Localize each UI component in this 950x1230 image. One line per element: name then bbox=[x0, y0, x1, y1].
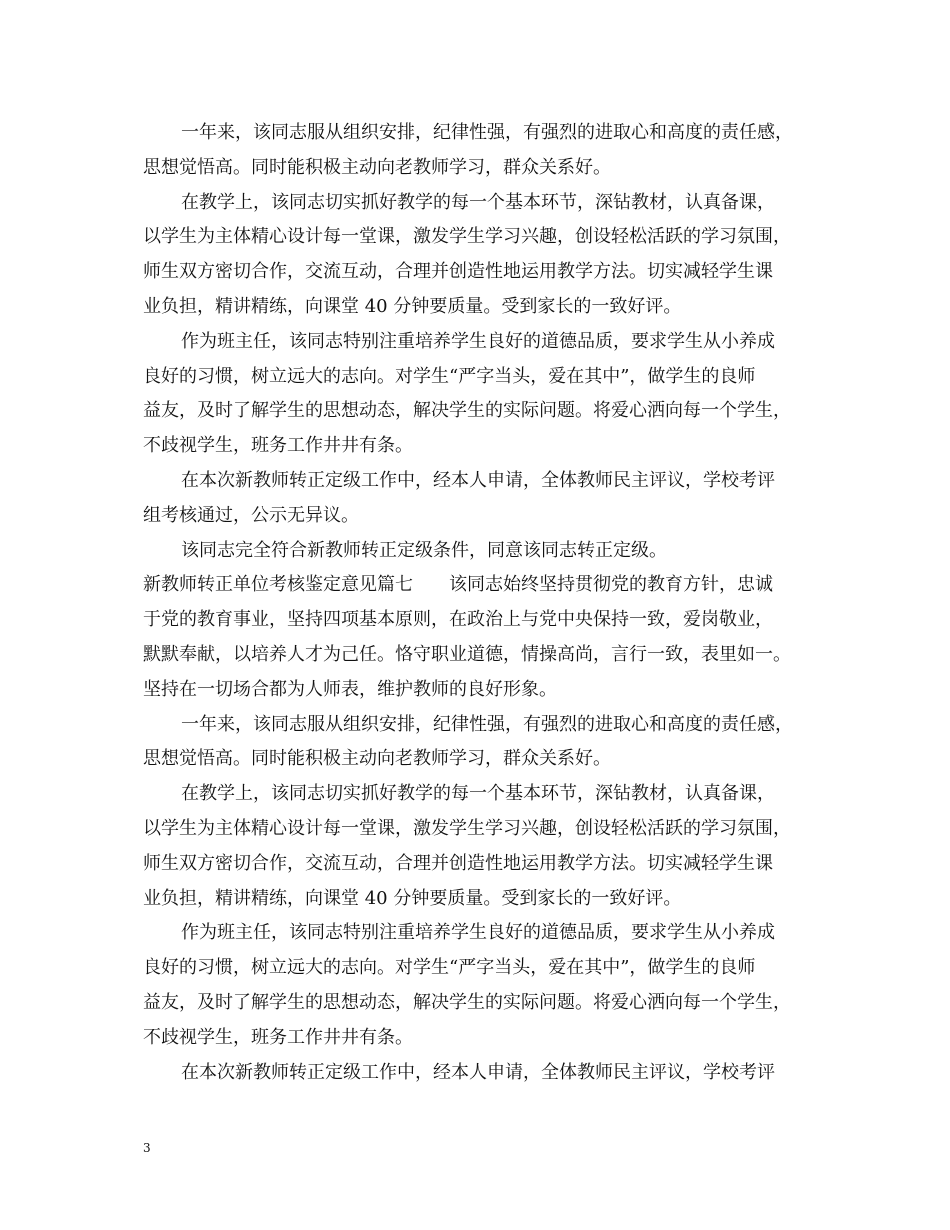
text-line: 益友，及时了解学生的思想动态，解决学生的实际问题。将爱心洒向每一个学生， bbox=[143, 400, 791, 422]
text-line: 作为班主任，该同志特别注重培养学生良好的道德品质，要求学生从小养成 bbox=[181, 330, 775, 352]
text-line: 良好的习惯，树立远大的志向。对学生“严字当头，爱在其中”，做学生的良师 bbox=[143, 957, 756, 979]
text-line: 一年来，该同志服从组织安排，纪律性强，有强烈的进取心和高度的责任感， bbox=[181, 122, 793, 143]
text-line: 以学生为主体精心设计每一堂课，激发学生学习兴趣，创设轻松活跃的学习氛围， bbox=[143, 817, 791, 839]
text-line: 不歧视学生，班务工作井井有条。 bbox=[143, 435, 413, 457]
text-line: 业负担，精讲精练，向课堂 40 分钟要质量。受到家长的一致好评。 bbox=[143, 295, 682, 317]
text-line: 默默奉献，以培养人才为己任。恪守职业道德，情操高尚，言行一致，表里如一。 bbox=[143, 643, 791, 665]
text-line: 思想觉悟高。同时能积极主动向老教师学习，群众关系好。 bbox=[143, 748, 611, 770]
text-line: 在本次新教师转正定级工作中，经本人申请，全体教师民主评议，学校考评 bbox=[181, 1061, 775, 1083]
document-body bbox=[143, 116, 811, 1090]
text-line: 坚持在一切场合都为人师表，维护教师的良好形象。 bbox=[143, 678, 557, 700]
text-line: 在教学上，该同志切实抓好教学的每一个基本环节，深钻教材，认真备课， bbox=[181, 783, 775, 805]
text-line: 该同志完全符合新教师转正定级条件，同意该同志转正定级。 bbox=[181, 539, 667, 561]
text-line: 一年来，该同志服从组织安排，纪律性强，有强烈的进取心和高度的责任感， bbox=[181, 713, 793, 735]
text-line: 益友，及时了解学生的思想动态，解决学生的实际问题。将爱心洒向每一个学生， bbox=[143, 991, 791, 1013]
text-line: 作为班主任，该同志特别注重培养学生良好的道德品质，要求学生从小养成 bbox=[181, 922, 775, 944]
text-line: 不歧视学生，班务工作井井有条。 bbox=[143, 1026, 413, 1048]
text-line: 在本次新教师转正定级工作中，经本人申请，全体教师民主评议，学校考评 bbox=[181, 469, 775, 491]
text-line: 于党的教育事业，坚持四项基本原则，在政治上与党中央保持一致，爱岗敬业， bbox=[143, 609, 773, 631]
text-line: 思想觉悟高。同时能积极主动向老教师学习，群众关系好。 bbox=[143, 156, 611, 178]
text-line: 以学生为主体精心设计每一堂课，激发学生学习兴趣，创设轻松活跃的学习氛围， bbox=[143, 226, 791, 248]
text-line: 良好的习惯，树立远大的志向。对学生“严字当头，爱在其中”，做学生的良师 bbox=[143, 365, 756, 387]
text-line: 师生双方密切合作，交流互动，合理并创造性地运用教学方法。切实减轻学生课 bbox=[143, 852, 773, 874]
text-line: 师生双方密切合作，交流互动，合理并创造性地运用教学方法。切实减轻学生课 bbox=[143, 261, 773, 283]
text-line: 业负担，精讲精练，向课堂 40 分钟要质量。受到家长的一致好评。 bbox=[143, 887, 682, 909]
page-number: 3 bbox=[143, 1141, 151, 1155]
text-line: 新教师转正单位考核鉴定意见篇七 该同志始终坚持贯彻党的教育方针，忠诚 bbox=[143, 574, 773, 596]
text-line: 在教学上，该同志切实抓好教学的每一个基本环节，深钻教材，认真备课， bbox=[181, 191, 775, 213]
text-line: 组考核通过，公示无异议。 bbox=[143, 504, 359, 526]
